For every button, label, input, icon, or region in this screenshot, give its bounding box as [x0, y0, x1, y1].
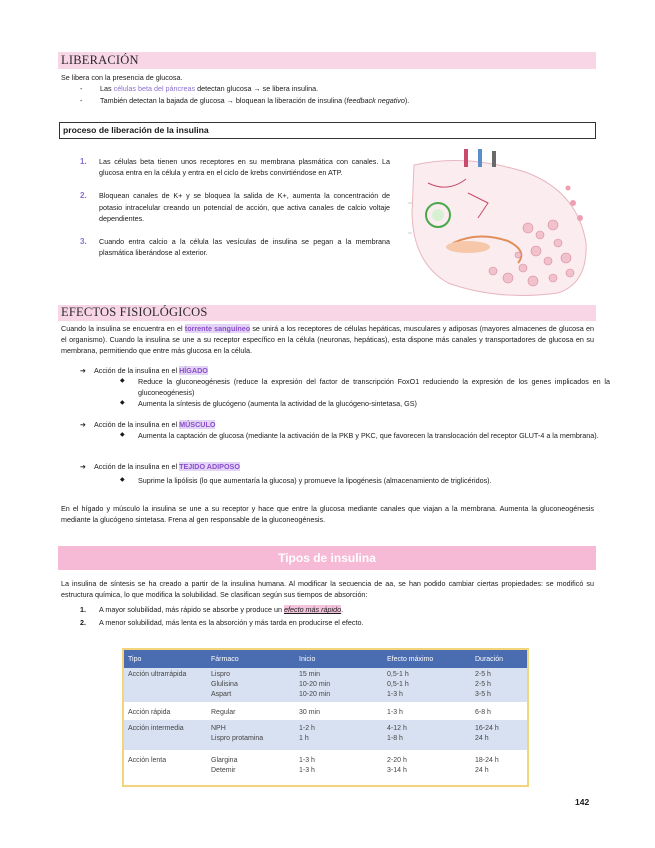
col-inicio: Inicio: [295, 650, 383, 668]
insulin-table-frame: [122, 648, 529, 787]
proceso-step-2: 2. Bloquean canales de K+ y se bloquea la salida de K+, aumenta la concentración de potasio intracelular creando un potencial de acción, que activa canales de calcio voltaje dependientes.: [80, 191, 390, 223]
musculo-item-1: ◆ Aumenta la captación de glucosa (mediante la activación de la PKB y PKC, que favorecen la translocación del receptor GLUT-4 a la membrana).: [120, 431, 599, 440]
tipos-list-1: 1. A mayor solubilidad, más rápido se absorbe y produce un efecto más rápido.: [80, 605, 344, 614]
beta-cell-diagram: [408, 143, 593, 298]
col-farmaco: Fármaco: [207, 650, 295, 668]
insulin-table: [124, 650, 527, 778]
higado-item-2: ◆ Aumenta la síntesis de glucógeno (aumenta la actividad de la glucógeno-sintetasa, GS): [120, 399, 417, 408]
arrow-right-icon: ➔: [80, 366, 87, 375]
col-tipo: Tipo: [124, 650, 207, 668]
higado-item-1: ◆ Reduce la gluconeogénesis (reduce la expresión del factor de transcripción FoxO1 reduciendo la expresión de los genes implicados en la gluconeogénesis): [120, 377, 610, 398]
accion-higado: ➔ Acción de la insulina en el HÍGADO: [80, 366, 208, 375]
liberacion-intro: Se libera con la presencia de glucosa.: [61, 73, 183, 82]
tipos-title: Tipos de insulina: [278, 551, 376, 565]
tipos-list-2: 2. A menor solubilidad, más lenta es la absorción y más tarda en producirse el efecto.: [80, 618, 364, 627]
table-row: Acción ultrarrápida Lispro Glulisina Aspart 15 min 10-20 min 10-20 min 0,5-1 h 0,5-1 h 1-3 h 2-5 h 2-5 h 3-5 h: [124, 668, 527, 702]
table-row: Acción rápida Regular 30 min 1-3 h 6-8 h: [124, 702, 527, 720]
tipos-paragraph: La insulina de síntesis se ha creado a partir de la insulina humana. Al modificar la secuencia de aa, se han podido cambiar ciertas propiedades: se modificó su estructura química, lo que modifica la solubilidad. Se clasifican según sus tiempos de absorción:: [61, 579, 594, 600]
accion-tejido-adiposo: ➔ Acción de la insulina en el TEJIDO ADIPOSO: [80, 462, 240, 471]
liberacion-bullet-1: - Las células beta del páncreas detectan glucosa → se libera insulina.: [80, 84, 319, 93]
efectos-paragraph-1: Cuando la insulina se encuentra en el torrente sanguíneo se unirá a los receptores de células hepáticas, musculares y adiposas (mayores almacenes de glucosa en el organismo). Cuando la insulina se une a su receptor específico en la célula (neuronas, hepáticas), esta dispone más canales y transportadores de glucosa en su membrana, permitiendo que entre más glucosa en la célula.: [61, 324, 594, 356]
efectos-paragraph-2: En el hígado y músculo la insulina se une a su receptor y hace que entre la glucosa mediante canales que viajan a la membrana. Aumenta la gluconeogénesis mediante la glucógeno sintetasa. Frena al gen responsable de la gluconeogénesis.: [61, 504, 594, 525]
proceso-header: proceso de liberación de la insulina: [59, 122, 596, 139]
table-header-row: [124, 650, 527, 668]
arrow-right-icon: ➔: [80, 462, 87, 471]
liberacion-bullet-2: - También detectan la bajada de glucosa → bloquean la liberación de insulina (feedback negativo).: [80, 96, 410, 105]
liberacion-title: LIBERACIÓN: [61, 53, 139, 67]
proceso-step-1: 1. Las células beta tienen unos receptores en su membrana plasmática con canales. La glucosa entra en la célula y entra en el ciclo de krebs convirtiéndose en ATP.: [80, 157, 390, 178]
col-efecto: Efecto máximo: [383, 650, 471, 668]
proceso-steps: [80, 156, 390, 258]
accion-musculo: ➔ Acción de la insulina en el MÚSCULO: [80, 420, 216, 429]
efectos-title: EFECTOS FISIOLÓGICOS: [61, 305, 208, 319]
diamond-bullet-icon: ◆: [120, 400, 125, 406]
dash: -: [80, 84, 83, 93]
beta-cell-illustration: [408, 143, 593, 298]
arrow-right-icon: ➔: [80, 420, 87, 429]
diamond-bullet-icon: ◆: [120, 477, 125, 483]
torrente-sanguineo-highlight: torrente sanguíneo: [184, 324, 251, 333]
tejido-item-1: ◆ Suprime la lipólisis (lo que aumentaría la glucosa) y promueve la lipogénesis (almacenamiento de triglicéridos).: [120, 476, 492, 485]
page-number: 142: [575, 797, 590, 807]
col-duracion: Duración: [471, 650, 527, 668]
dash: -: [80, 96, 83, 105]
diamond-bullet-icon: ◆: [120, 432, 125, 438]
tipos-header: [58, 546, 596, 570]
proceso-step-3: 3. Cuando entra calcio a la célula las vesículas de insulina se pegan a la membrana plasmática liberándose al exterior.: [80, 237, 390, 258]
diamond-bullet-icon: ◆: [120, 378, 125, 384]
table-row: Acción lenta Glargina Detemir 1-3 h 1-3 h 2-20 h 3-14 h 18-24 h 24 h: [124, 750, 527, 778]
table-row: Acción intermedia NPH Lispro protamina 1-2 h 1 h 4-12 h 1-8 h 16-24 h 24 h: [124, 720, 527, 750]
celulas-beta-highlight: células beta del páncreas: [113, 84, 196, 93]
